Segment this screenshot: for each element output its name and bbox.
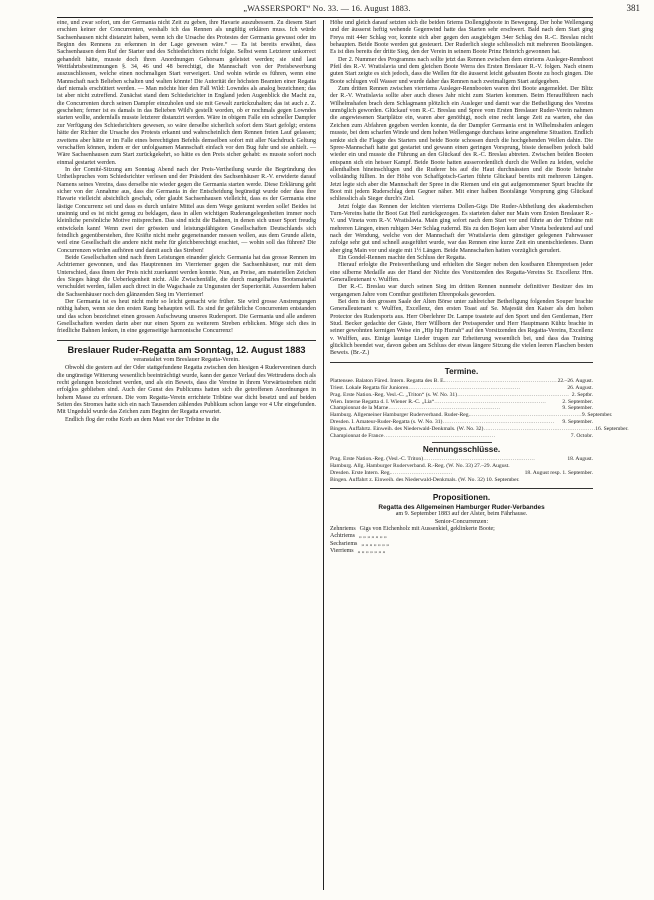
senior-list [330,526,593,556]
nennungsschluesse-list [330,456,593,484]
section-divider [57,340,316,341]
article-paragraph: Ein Gondel-Rennen machte den Schluss der Regatta. [338,255,467,261]
senior-row: Sechsriems „ „ „ „ „ „ „ [330,540,389,547]
article-paragraph: Zum dritten Rennen zwischen vierriems Ausleger-Rennbooten waren drei Boote angemeldet. Der Blitz der R.-V. Wratislavia sollte aber auch dieses Jahr nicht zum Starten kommen. Beim Heraufführen nach Wilhelmshafen brach dem Schlagmann plötzlich ein Ausleger und damit war die Betheiligung des Vereins unmöglich geworden. Glückauf vom R.-C. Breslau und Spree vom Ersten Breslauer Ruder-Verein nahmen die angewiesenen Startplätze ein, waren aber genöthigt, noch eine recht lange Zeit zu warten, ehe das Zeichen zum Abfahren gegeben werden konnte, da der Dampfer Germania erst in Wilhelmshafen anlegen musste, bei dem scharfen Winde und dem hohen Wellengange durchaus keine angenehme Situation. Endlich senkte sich die Flagge des Starters und beide Boote schossen durch die hochgehenden Wellen dahin. Die Spree-Mannschaft hatte gut gestartet und gewann einen geringen Vorsprung, bisste denselben jedoch bald wieder ein und musste die Führung an den Glückauf des R.-C. Breslau abtreten. Zwischen beiden Booten entspann sich ein heisser Kampf. Beide Boote hatten ausserordentlich durch die Wellen zu leiden, welche allenthalben hineinschlugen und die Ruderer bis auf die Haut durchnässten und die Boote beinahe vollständig füllten. In der Höhe von Schaffgotsch-Garten führte Glückauf bereits mit mehreren Längen. Jetzt legte sich aber die Mannschaft der Spree in die Riemen und ein gut aufgenommener Spurt brachte ihr Boot mit jedem Ruderschlag dem Gegner näher. Mit einer halben Bootslänge Vorsprung ging Glückauf schliesslich als Sieger durch's Ziel. [330,86,593,203]
propositionen-date: am 9. September 1883 auf der Alster, beim Fährhause. [395,511,528,518]
article-paragraph: Obwohl die gestern auf der Oder stattgefundene Regatta zwischen den hiesigen 4 Rudervereinen durch die ungünstige Witterung wesentlich beeinträchtigt wurde, kann der ganze Verlauf des Wettrudens doch als recht gelungen bezeichnet werden, und als ein Beweis, dass die Vereine in ihrem Vorwärtsstreben nicht erfolglos geblieben sind. Auch der Gunst des Publicums hatten sich die getroffenen Anordnungen in hohem Masse zu erfreuen. Die vom Regatta-Verein errichtete Tribüne war dicht besetzt und auf beiden Seiten des Stromes hatte sich ein nach Tausenden zählendes Publikum schon lange vor 4 Uhr eingefunden. Mit Ungeduld wurde das Zeichen zum Beginn der Regatta erwartet. [57,365,316,416]
section-divider [330,362,593,363]
termine-row: Bingen. Auffahrtz. Einweih. des Niederwald-Denkmals. (W. No. 32) …………………………………………………… 16. September. [330,426,629,433]
section-divider [432,442,492,443]
article-paragraph: Der Germania ist es heut nicht mehr so leicht gemacht wie früher. Sie wird grosse Anstrengungen nöthig haben, wenn sie den ersten Rang behaupten will. Es sind ihr gefährliche Concurrenten entstanden und das schon bezeichnet einen grossen Aufschwung unseres Rudersport. Die Germania und alle anderen Gesellschaften werden darin aber nur einen Sporn zu weiterem Streben erblicken. Möge sich dies in friedliche Bahnen lenken, in eine gegenseitige harmonische Concurrenz! [57,299,316,335]
article-paragraph: In der Comité-Sitzung am Sonntag Abend nach der Preis-Vertheilung wurde die Begründung des Urtheilspruches vom Schiedsrichter verlesen und der Präsident des Sachsenhäuser R.-V. erwiderte darauf Namens seines Vereins, dass derselbe nie wieder gegen die Germania starten werde. Diese Erklärung geht sicher von der Annahme aus, dass die Germania in der Entscheidung begünstigt wurde oder dass ihre Havarie vielleicht absichtlich geschah, oder glaubt Sachsenhausen vielleicht, dass es der Germania eine lästige Concurrenz sei und dass es durch unfaire Mittel aus dem Wege geräumt werden solle! Beides ist unsinnig und es ist nicht genug zu beklagen, dass in allen wichtigen Ruderangelegenheiten immer noch kleinliche persönliche Motive mitsprechen. Das sind nicht die Bahnen, in denen sich unser Sport freudig entwickeln kann! Wenn zwei der grössten und leistungsfähigsten Gesellschaften Deutschlands sich feindlich gegenüberstehen, ihre Kräfte nicht mehr gegeneinander messen wollen, aus dem Grunde allein, weil eine Gesellschaft die andere nicht mehr für gleichberechtigt erachtet, — wohin soll das führen? Die Concurrenzen würden aufhören und damit auch das Streben! [57,166,316,254]
article-paragraph: Endlich flog der rothe Korb an dem Mast vor der Tribüne in die [65,416,220,423]
termine-row: Dresden. I. Amateur-Ruder-Regatta (s. W. No. 31) …………………………………………………… 9. September. [330,419,593,426]
nennungsschluesse-heading: Nennungsschlüsse. [422,444,501,454]
termine-row: Plattensee. Balaton Füred. Intern. Regatta des B. E. …………………………………………………… 22.–26. August. [330,377,593,384]
termine-row: Wien. Interne Regatta d. I. Wiener R.-C. „Lia“ …………………………………………………… 2. September. [330,398,593,405]
page-number: 381 [626,3,640,13]
termine-row: Prag. Erste Nation.-Reg. Vesl.-C. „Triton“ (s. W. No. 31) …………………………………………………… 2. Septbr. [330,391,593,398]
article-paragraph: Jetzt folgte das Rennen der leichten vierriems Dollen-Gigs Die Ruder-Abtheilung des akademischen Turn-Vereins hatte ihr Boot Gut Heil zurückgezogen. Es starteten daher nur Main vom Ersten Breslauer R.-V. und Vineta vom R.-V. Wratislavia. Main ging sofort nach dem Start vor und führte an der Tribüne mit mehreren Längen, einen ruhigen 34er Schlag rudernd. Bis zu den Bojen kam aber Vineta bedeutend auf und nach der Wendung, welche von der Mannschaft der Wratislavia dem günstiger gelegenen Fahrwasser zufolge sehr gut und schnell ausgeführt wurde, war das Rennen eine kurze Zeit ein unentschiedenes. Dann aber ging Main vor und siegte mit 1½ Längen. Beide Mannschaften hatten vorzüglich gerudert. [330,203,593,254]
running-head-title: „WASSERSPORT“ No. 33. — 16. August 1883. [243,4,411,13]
senior-row: Zehnriems Gigs von Eichenholz mit Aussenkiel, geklinkerte Boote; [330,525,495,532]
section-divider [330,488,593,489]
breslau-article-title: Breslauer Ruder-Regatta am Sonntag, 12. August 1883 [67,344,306,355]
article-paragraph: Höhe und gleich darauf setzten sich die beiden 6riems Dollengigboote in Bewegung. Der hohe Wellengang und der äusserst heftig wehende Gegenwind hatte das Starten sehr erschwert. Bald nach dem Start ging Freya mit 44er Schlag vor, konnte sich aber gegen den ausgiebigen 34er Schlag des R.-C. Breslau nicht behaupten. Beide Boote werden gut gesteuert. Der Ruderlich siegte schliesslich mit mehreren Bootslängen. Es ist dies bereits der dritte Sieg, den der Verein in seinem Boote Prinz Heinrich gewonnen hat. [330,20,593,56]
nennungsschluss-row: Prag. Erste Nation.-Reg. (Vesl.-C. Triton) …………………………………………………… 18. August. [330,455,593,462]
termine-row: Triest. Lokale Regatta für Junioren …………………………………………………… 26. August. [330,384,593,391]
propositionen-heading: Propositionen. [432,492,491,502]
breslau-article-subtitle: veranstaltet vom Breslauer Regatta-Verein. [133,355,240,363]
termine-row: Championnat de la Marne …………………………………………………… 9. September. [330,405,593,412]
article-paragraph: Der R.-C. Breslau war durch seinen Sieg im dritten Rennen nunmehr definitiver Besitzer des im vergangenen Jahre vom Comthur gestifteten Ehrenpokals geworden. [330,284,593,298]
senior-concurrenzen-title: Senior-Concurrenzen: [434,518,489,525]
article-paragraph: Beide Gesellschaften sind nach ihren Leistungen einander gleich: Germania hat das grosse Rennen im Achtriemer gewonnen, und das Hauptrennen im Vierriemer gegen die Sachsenhäuser, nur mit dem Unterschied, dass ihnen der Preis nicht zuerkannt werden konnte. Nun, an Preise, am materiellen Zeichen des Sieges hängt die Ueberlegenheit nicht. Alle Zwischenfälle, die durch mangelhaftes Bootsmaterial verschuldet werden, fallen auch direct in die Wagschaale zu Ungunsten der Superiorität. Ausserdem haben die Sachsenhäuser noch den glänzenden Sieg im Vierriemer! [57,255,316,298]
header-rule [57,17,593,18]
termine-row: Championnat de France …………………………………………………… 7. Octobr. [330,433,593,440]
senior-row: Vierriems „ „ „ „ „ „ „ [330,548,386,555]
termine-heading: Termine. [444,366,479,376]
column-rule [323,20,324,890]
nennungsschluss-row: Dresden. Erste Intern. Reg. …………………………… 18. August resp. 1. September. [330,469,593,476]
right-column [330,20,629,556]
article-paragraph: eine, und zwar sofort, um der Germania nicht Zeit zu geben, ihre Havarie auszubessern. Zu diesem Start erschien keiner der Concurrenten, weshalb ich das Rennen als ungültig erklären muss. Ich würde Sachsenhausen nicht distanzirt haben, wenn ich die Ursache des Protestes der Germania gewusst oder im Beginn des Rennens zu erkennen in der Lage gewesen wäre.“ — Es ist bereits erwähnt, dass Sachsenhausen dem Ruf der Starter und des Schiedsrichters nicht folgte. Selbst wenn Letzterer unkorrect gehandelt hätte, musste doch ihren Anordnungen Gehorsam geleistet werden; sie sind laut Wettfahrtsbestimmungen §. 34, 46 und 48 berechtigt, die Mannschaft von der Preisbewerbung auszuschliessen, welche einen nochmaligen Start verweigert. Und wohin würde es führen, wenn eine Mannschaft nach Belieben schalten und walten könnte! Die Autorität der höchsten Beamten einer Regatta darf niemals erschüttert werden. — Man möchte hier den Fall Wild: Lowndes als analog bezeichnen; das ist aber nicht zutreffend. Zunächst stand dem Schiedsrichter in England jeden Augenblick die Macht zu, die Concurrenten durch seinen Dampfer einzuholen und sie mit Gewalt zurückzuhalten; das ist auch z. Z. geschehen; ferner ist es damals in das Belieben Wild's gestellt worden, ob er nochmals gegen Lowndes starten wollte, andernfalls musste letzterer distanzirt werden. Wäre in obigem Falle ein schneller Dampfer zur Verfügung des Schiedsrichters gewesen, so wäre derselbe sicherlich sofort dem Start gefolgt; erstens hätte der Richter die Ursache des Protests erkannt und wahrscheinlich dem Rennen freien Lauf gelassen; zweitens aber hätte er im Falle eines berechtigten Befehls demselben sofort mit aller Nachdruck Geltung verschaffen können, indem er der unfolgsamen Mannschaft einfach vor den Bug fuhr und sie anhielt. — Wäre Sachsenhausen zum Start zurückgekehrt, so hätte es den Preis sicher gehabt: es musste sofort noch einmal gestartet werden. [57,20,316,166]
propositionen-subtitle: Regatta des Allgemeinen Hamburger Ruder-Verbandes [378,503,545,511]
senior-row: Achtriems „ „ „ „ „ „ „ [330,533,387,540]
termine-list [330,377,629,440]
article-paragraph: Der 2. Nummer des Programms nach sollte jetzt das Rennen zwischen dem einriems Ausleger-Rennboot Pfeil des R.-V. Wratislavia und dem gleichen Boote Werra des Ersten Breslauer R.-V. folgen. Nach einem guten Start zeigte es sich jedoch, dass die Wellen für die äusserst leicht gebauten Boote zu hoch gingen. Die Boote schlugen voll Wasser und wurde daher das Rennen nach zweimaligem Start aufgegeben. [330,56,593,85]
article-paragraph: Hierauf erfolgte die Preisvertheilung und erhielten die Sieger neben den kostbaren Ehrenpreisen jeder eine silberne Medaille aus der Hand der Nichte des Vorsitzenden des Regatta-Vereins Sr. Excellenz Hrn. Generalleutenant v. Wulffen. [330,262,593,284]
nennungsschluss-row: Bingen. Auffahrt z. Einweih. des Niederwald-Denkmals. (W. No. 32) 10. September. [330,476,520,483]
left-column [57,20,316,424]
article-paragraph: Bei dem in den grossen Saale der Alten Börse unter zahlreicher Betheiligung folgenden Souper brachte Generalleutenant v. Wulffen, Excellenz, den ersten Toast auf Se. Majestät den Kaiser als den hohen Protector des Rudersports aus. Herr Oberlehrer Dr. Lampe toastete auf den Sport und den Gentleman, Herr Stud. Becker gedachte der Gäste, Herr Willborn der Preisspender und Herr Hauptmann Kühtz brachte in seiner gewohnten kernigen Weise ein „Hip hip Hurrah“ auf den Vorsitzenden des Regatta-Vereins, Excellenz v. Wulffen, aus. Einige launige Lieder trugen zur Erheiterung wesentlich bei, und dass das Training glücklich beendet war, davon gaben am Schluss der etwas längere Sitzung die vielen leeren Flaschen besten Beweis. (Br.-Z.) [330,299,593,357]
nennungsschluss-row: Hamburg. Allg. Hamburger Ruderverband. R.-Reg. (W. No. 33) 27.–29. August. [330,462,510,469]
termine-row: Hamburg. Allgemeiner Hamburger Ruderverband. Ruder-Reg. …………………………………………………… 9. September. [330,412,613,419]
page-header [0,0,654,18]
